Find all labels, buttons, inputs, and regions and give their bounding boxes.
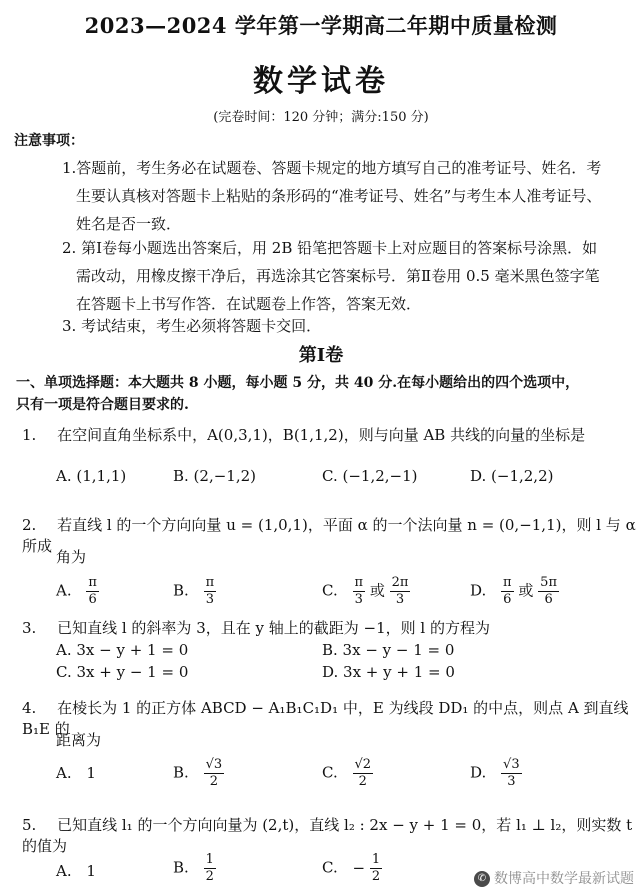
notice-line: 生要认真核对答题卡上粘贴的条形码的“准考证号、姓名”与考生本人准考证号、 [76,187,602,205]
or-text: 或 [369,581,385,600]
section-title: 第Ⅰ卷 [298,345,344,366]
question-stem: 在棱长为 1 的正方体 ABCD − A₁B₁C₁D₁ 中，E 为线段 DD₁ 的中点，则点 A 到直线 B₁E 的 [22,699,629,738]
q1-option-c: C. (−1,2,−1) [322,467,418,485]
notice-line: 需改动，用橡皮擦干净后，再选涂其它答案标号．第Ⅱ卷用 0.5 毫米黑色签字笔 [76,267,600,285]
numerator: π [503,575,512,590]
question-3 [22,617,490,638]
fraction [86,575,99,608]
numerator: π [205,575,215,590]
q1-option-d: D. (−1,2,2) [470,467,554,485]
q4-option-b [173,757,224,790]
q4-option-d [470,757,522,790]
q2-option-d [470,575,559,608]
numerator: √3 [205,757,223,772]
denominator: 3 [205,592,214,607]
notice-line: 在答题卡上书写作答．在试题卷上作答，答案无效． [76,295,422,313]
question-5 [22,814,642,856]
q3-option-d: D. 3x + y + 1 = 0 [322,663,455,681]
question-4 [22,697,642,739]
denominator: 6 [503,592,512,607]
question-stem-cont: 距离为 [56,731,102,749]
numerator: π [354,575,364,590]
notice-line: 3. 考试结束，考生必须将答题卡交回． [62,317,322,335]
q3-option-c: C. 3x + y − 1 = 0 [56,663,189,681]
question-stem: 已知直线 l 的斜率为 3，且在 y 轴上的截距为 −1，则 l 的方程为 [57,619,490,637]
fraction [501,757,522,790]
option-label: C. [322,858,338,877]
question-number: 2. [22,516,37,534]
section-instruction [16,372,636,416]
q2-option-a [56,575,99,608]
q5-option-c [322,852,382,885]
q1-option-a: A. (1,1,1) [56,467,127,485]
question-stem: 已知直线 l₁ 的一个方向向量为 (2,t)，直线 l₂ : 2x − y + 1 = 0，若 l₁ ⊥ l₂，则实数 t 的值为 [22,816,633,855]
question-2 [22,514,642,556]
fraction [204,852,216,885]
notice-item-1 [62,154,632,238]
numerator: √2 [354,757,372,772]
notice-heading: 注意事项： [14,133,84,149]
denominator: 2 [371,869,381,884]
question-number: 5. [22,816,37,834]
option-label: C. [322,581,338,600]
fraction [370,852,382,885]
exam-header-line: 2023—2024 学年第一学期高二年期中质量检测 [84,13,558,38]
denominator: 3 [507,774,516,789]
numerator: 5π [540,575,557,590]
notice-line: 2. 第Ⅰ卷每小题选出答案后，用 2B 铅笔把答题卡上对应题目的答案标号涂黑．如 [62,239,598,257]
option-label: D. [470,763,487,782]
notice-item-2 [62,234,632,318]
watermark-text: 数博高中数学最新试题 [494,871,634,887]
denominator: 6 [88,592,97,607]
fraction [353,575,366,608]
denominator: 2 [209,774,218,789]
denominator: 2 [205,869,214,884]
q4-option-a [56,764,96,782]
exam-info: (完卷时间：120 分钟；满分:150 分) [213,110,429,125]
q1-option-b: B. (2,−1,2) [173,467,256,485]
fraction [390,575,411,608]
question-number: 4. [22,699,37,717]
numerator: 1 [371,852,381,867]
question-stem-cont: 角为 [56,548,87,566]
fraction [204,575,217,608]
instruction-line: 只有一项是符合题目要求的. [16,397,189,413]
question-1 [22,424,585,445]
fraction [501,575,514,608]
question-stem: 若直线 l 的一个方向向量 u = (1,0,1)，平面 α 的一个法向量 n = (0,−1,1)，则 l 与 α 所成 [22,516,636,555]
numerator: 1 [205,852,214,867]
option-label: C. [322,763,338,782]
option-label: B. [173,858,189,877]
question-number: 1. [22,426,37,444]
option-value: 1 [86,764,96,782]
q3-option-b: B. 3x − y − 1 = 0 [322,641,455,659]
q4-option-c [322,757,373,790]
q3-option-a: A. 3x − y + 1 = 0 [56,641,189,659]
or-text: 或 [518,581,534,600]
option-value: 1 [86,862,96,880]
option-label: A. [56,764,72,782]
wechat-icon: ✆ [474,871,490,887]
numerator: π [88,575,97,590]
q5-option-a [56,862,96,880]
q2-option-b [173,575,216,608]
q5-option-b [173,852,216,885]
option-label: B. [173,763,189,782]
notice-line: 1.答题前，考生务必在试题卷、答题卡规定的地方填写自己的准考证号、姓名．考 [62,159,602,177]
numerator: 2π [391,575,409,590]
option-label: D. [470,581,487,600]
denominator: 3 [395,592,405,607]
fraction [204,757,225,790]
question-stem: 在空间直角坐标系中，A(0,3,1)，B(1,1,2)，则与向量 AB 共线的向量的坐标是 [57,426,586,444]
fraction [353,757,374,790]
numerator: √3 [503,757,520,772]
minus-sign: − [352,858,366,877]
exam-title: 数学试卷 [253,64,389,99]
watermark [474,868,634,888]
option-label: A. [56,581,72,600]
fraction [538,575,559,608]
q2-option-c [322,575,410,608]
option-label: A. [56,862,72,880]
notice-item-3 [62,312,632,340]
option-label: B. [173,581,189,600]
denominator: 6 [544,592,553,607]
question-number: 3. [22,619,37,637]
denominator: 2 [358,774,367,789]
notice-line: 姓名是否一致． [76,215,182,233]
instruction-line: 一、单项选择题：本大题共 8 小题，每小题 5 分，共 40 分.在每小题给出的四个选项中， [16,375,580,391]
denominator: 3 [354,592,363,607]
